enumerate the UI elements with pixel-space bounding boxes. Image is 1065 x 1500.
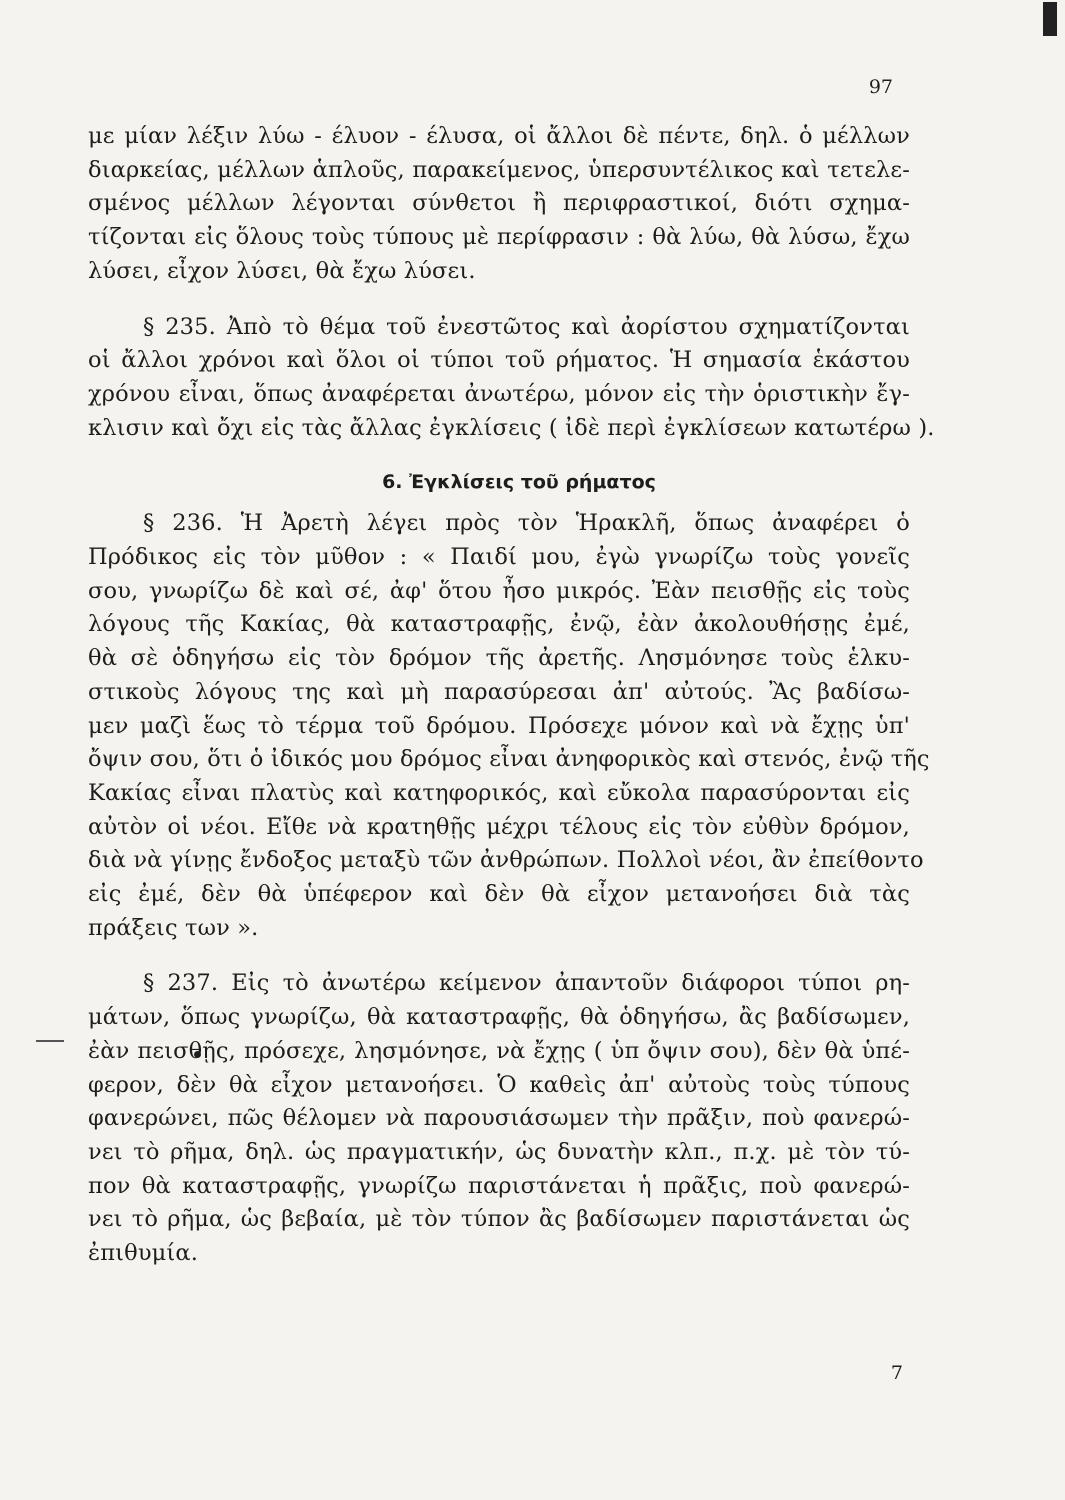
section-heading: 6. Ἐγκλίσεις τοῦ ρήματος — [382, 471, 656, 494]
text-line: Πρόδικος εἰς τὸν μῦθον : « Παιδί μου, ἐγὼ γνωρίζω τοὺς γονεῖς — [88, 544, 910, 571]
text-line: νει τὸ ρῆμα, ὡς βεβαία, μὲ τὸν τύπον ἂς βαδίσωμεν παριστάνεται ὡς — [88, 1206, 910, 1233]
page-number: 97 — [868, 76, 893, 98]
text-line: § 236. Ἡ Ἀρετὴ λέγει πρὸς τὸν Ἡρακλῆ, ὅπως ἀναφέρει ὁ — [143, 510, 910, 537]
text-line: σμένος μέλλων λέγονται σύνθετοι ἢ περιφραστικοί, διότι σχημα- — [88, 190, 910, 217]
text-line: με μίαν λέξιν λύω - έλυον - έλυσα, οἱ ἄλλοι δὲ πέντε, δηλ. ὁ μέλλων — [88, 123, 910, 149]
text-line: νει τὸ ρῆμα, δηλ. ὡς πραγματικήν, ὡς δυνατὴν κλπ., π.χ. μὲ τὸν τύ- — [88, 1138, 910, 1165]
text-line: θὰ σὲ ὁδηγήσω εἰς τὸν δρόμον τῆς ἀρετῆς. Λησμόνησε τοὺς ἑλκυ- — [88, 645, 910, 672]
paragraph-236 — [88, 507, 930, 945]
text-line: χρόνου εἶναι, ὅπως ἀναφέρεται ἀνωτέρω, μόνον εἰς τὴν ὁριστικὴν ἔγ- — [88, 380, 910, 407]
paragraph-235 — [88, 311, 935, 446]
text-line: διὰ νὰ γίνῃς ἔνδοξος μεταξὺ τῶν ἀνθρώπων. Πολλοὶ νέοι, ἂν ἐπείθοντο — [88, 847, 924, 874]
text-line: ὄψιν σου, ὅτι ὁ ἰδικός μου δρόμος εἶναι ἀνηφορικὸς καὶ στενός, ἐνῷ τῆς — [88, 746, 930, 773]
text-line: στικοὺς λόγους της καὶ μὴ παρασύρεσαι ἀπ' αὐτούς. Ἂς βαδίσω- — [88, 678, 910, 705]
text-line: λόγους τῆς Κακίας, θὰ καταστραφῇς, ἐνῷ, ἐὰν ἀκολουθήσῃς ἐμέ, — [88, 611, 910, 638]
text-line: αὐτὸν οἱ νέοι. Εἴθε νὰ κρατηθῇς μέχρι τέλους εἰς τὸν εὐθὺν δρόμον, — [88, 813, 910, 840]
paragraph-237 — [88, 967, 910, 1270]
text-line: εἰς ἐμέ, δὲν θὰ ὑπέφερον καὶ δὲν θὰ εἶχον μετανοήσει διὰ τὰς — [88, 881, 910, 908]
text-line: § 235. Ἀπὸ τὸ θέμα τοῦ ἐνεστῶτος καὶ ἀορίστου σχηματίζονται — [143, 313, 910, 340]
scan-edge-mark — [1043, 2, 1057, 36]
text-line: ἐπιθυμία. — [88, 1240, 199, 1267]
text-line: σου, γνωρίζω δὲ καὶ σέ, ἀφ' ὅτου ἦσο μικρός. Ἐὰν πεισθῇς εἰς τοὺς — [88, 577, 910, 604]
text-line: μεν μαζὶ ἕως τὸ τέρμα τοῦ δρόμου. Πρόσεχε μόνον καὶ νὰ ἔχῃς ὑπ' — [88, 712, 910, 739]
page-body — [88, 120, 935, 1271]
paragraph-234-continued — [88, 120, 910, 289]
text-line: φανερώνει, πῶς θέλομεν νὰ παρουσιάσωμεν τὴν πρᾶξιν, ποὺ φανερώ- — [88, 1105, 910, 1132]
text-line: Κακίας εἶναι πλατὺς καὶ κατηφορικός, καὶ εὔκολα παρασύρονται εἰς — [88, 779, 910, 806]
text-line: διαρκείας, μέλλων ἁπλοῦς, παρακείμενος, ὑπερσυντέλικος καὶ τετελε- — [88, 156, 910, 183]
text-line: πράξεις των ». — [88, 914, 259, 941]
text-line: § 237. Εἰς τὸ ἀνωτέρω κείμενον ἀπαντοῦν διάφοροι τύποι ρη- — [143, 970, 910, 997]
folio-number: 7 — [890, 1362, 903, 1384]
text-line: λύσει, εἶχον λύσει, θὰ ἔχω λύσει. — [88, 257, 476, 284]
text-line: τίζονται εἰς ὅλους τοὺς τύπους μὲ περίφρασιν : θὰ λύω, θὰ λύσω, ἔχω — [88, 224, 910, 251]
text-line: οἱ ἄλλοι χρόνοι καὶ ὅλοι οἱ τύποι τοῦ ρήματος. Ἡ σημασία ἑκάστου — [88, 347, 910, 374]
text-line: μάτων, ὅπως γνωρίζω, θὰ καταστραφῇς, θὰ ὁδηγήσω, ἂς βαδίσωμεν, — [88, 1004, 910, 1031]
text-line: πον θὰ καταστραφῇς, γνωρίζω παριστάνεται ἡ πρᾶξις, ποὺ φανερώ- — [88, 1172, 910, 1199]
scan-dash-mark — [36, 1040, 64, 1042]
text-line: φερον, δὲν θὰ εἶχον μετανοήσει. Ὁ καθεὶς ἀπ' αὐτοὺς τοὺς τύπους — [88, 1071, 910, 1098]
text-line: κλισιν καὶ ὄχι εἰς τὰς ἄλλας ἐγκλίσεις ( ἰδὲ περὶ ἐγκλίσεων κατωτέρω ). — [88, 414, 935, 441]
text-line: ἐὰν πεισθῇς, πρόσεχε, λησμόνησε, νὰ ἔχῃς ( ὑπ ὄψιν σου), δὲν θὰ ὑπέ- — [88, 1037, 910, 1064]
